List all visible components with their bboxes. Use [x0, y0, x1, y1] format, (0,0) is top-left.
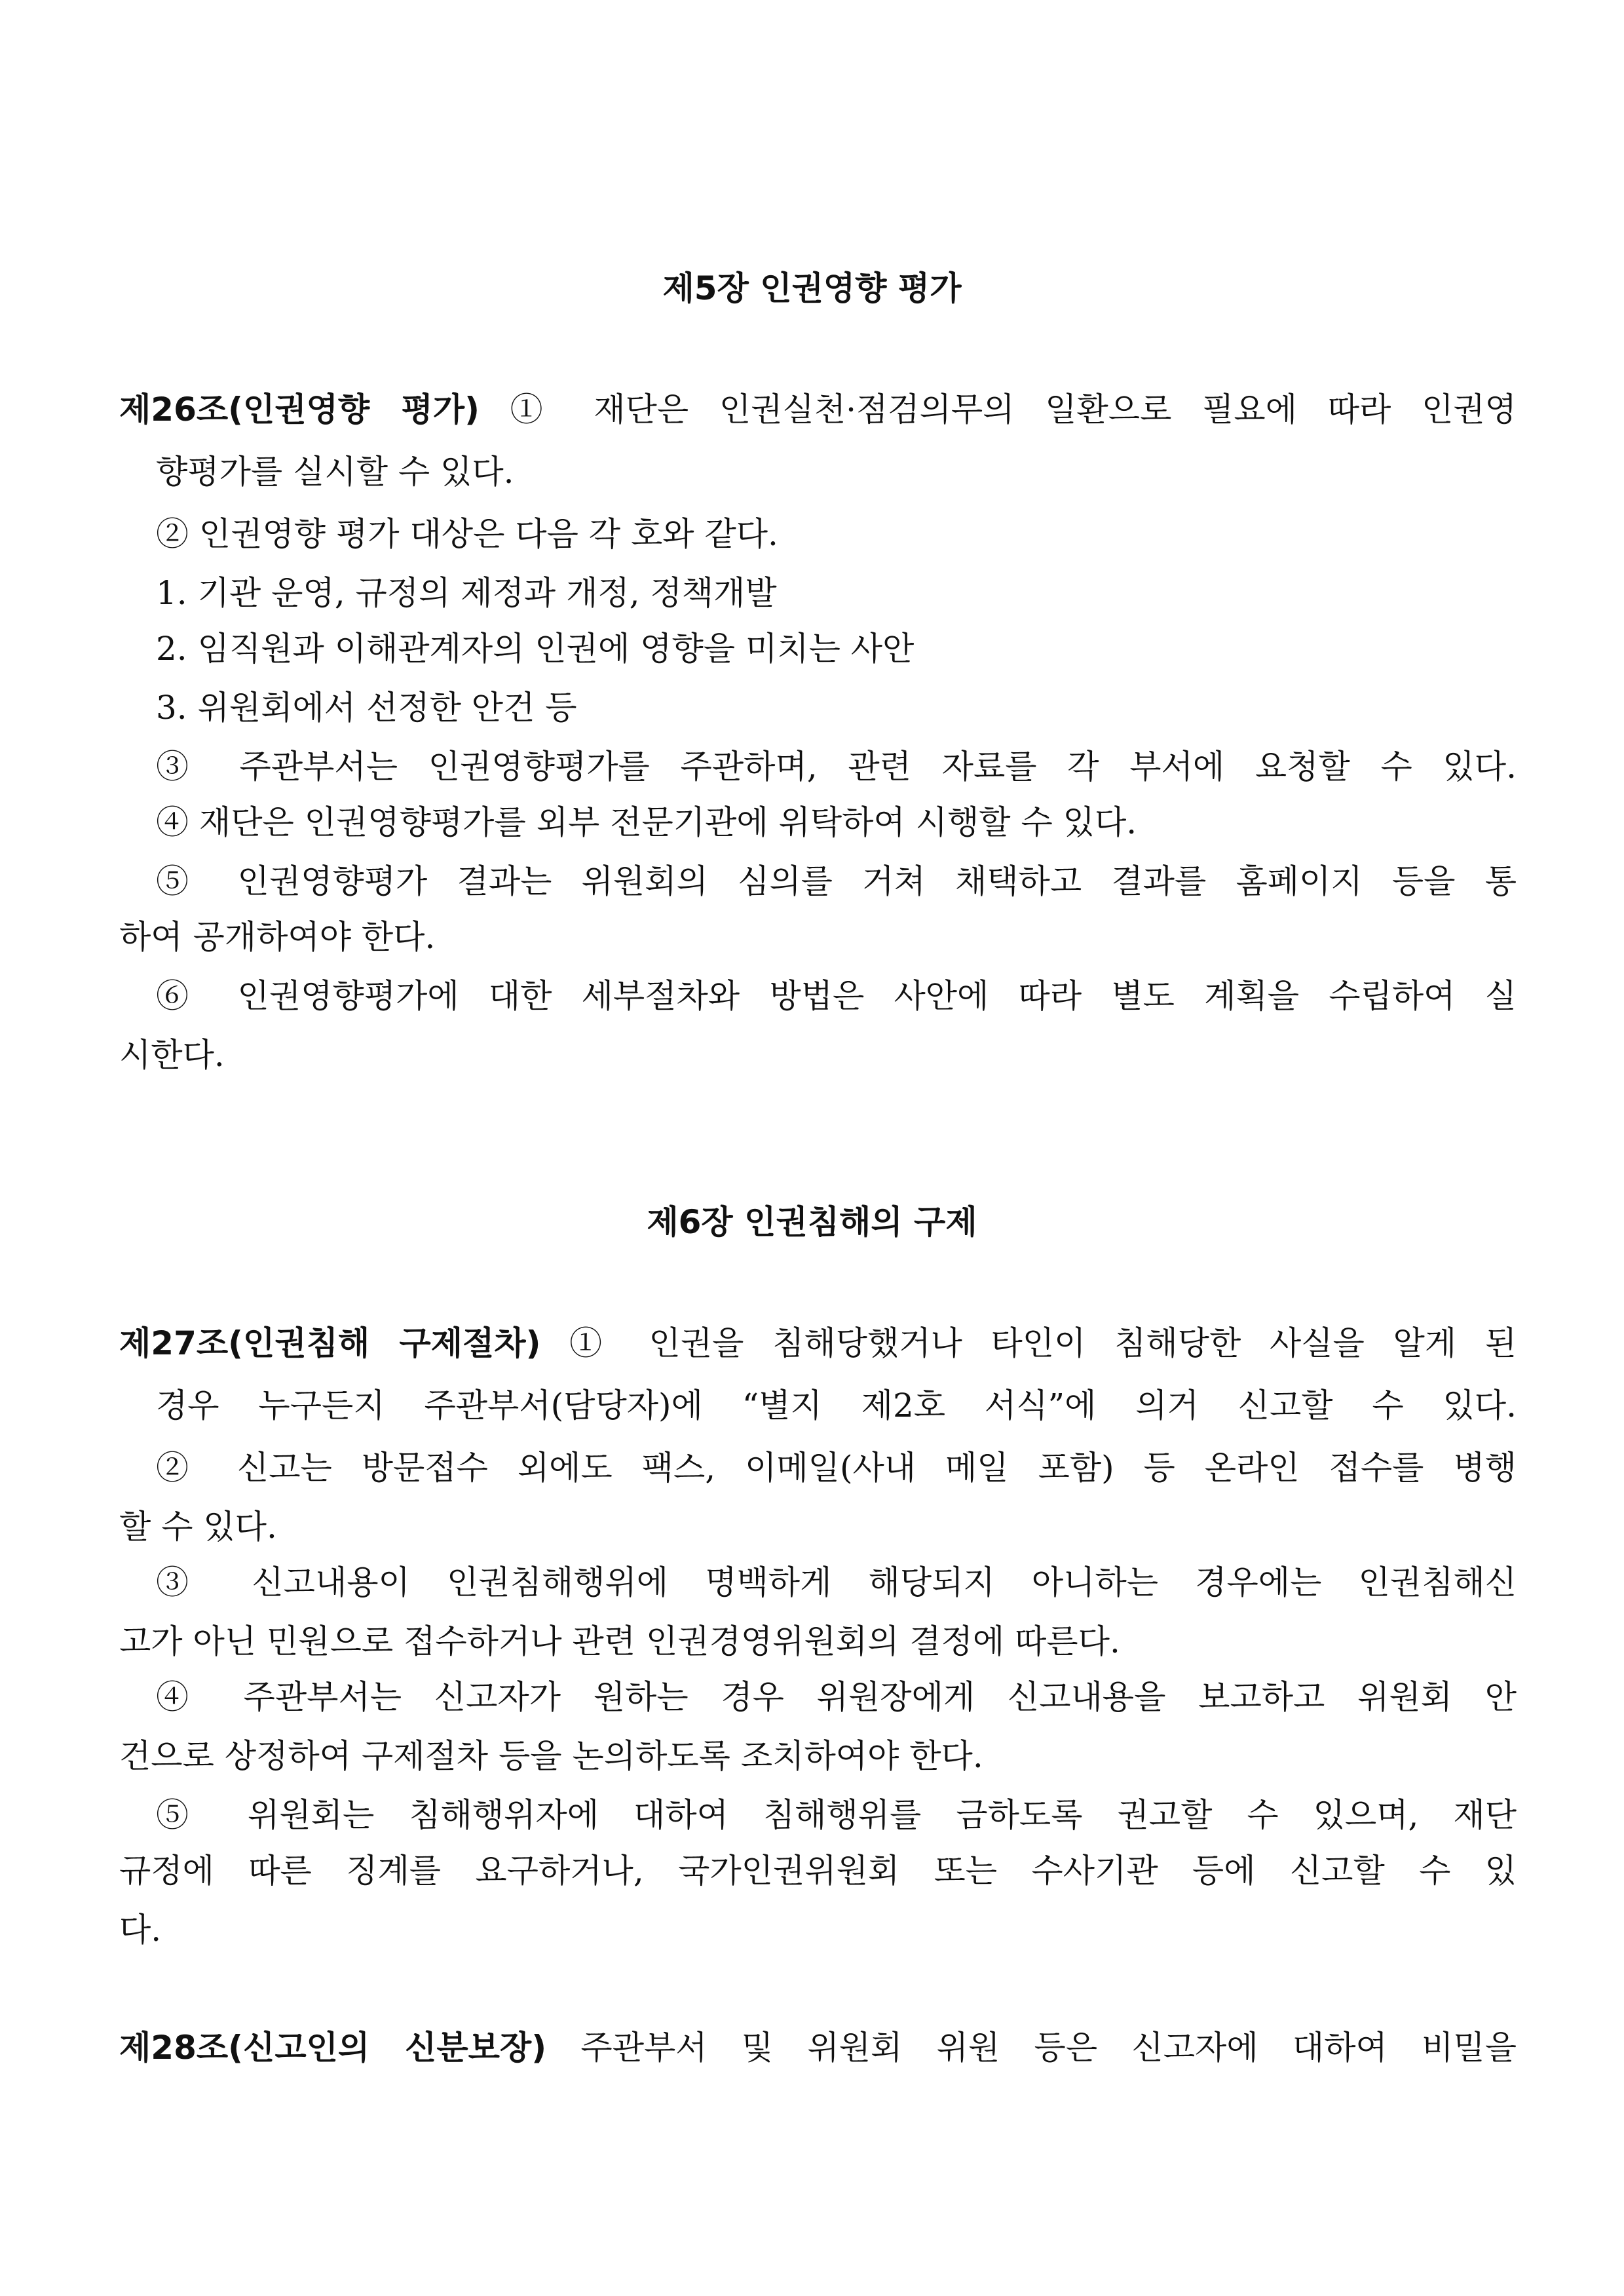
- article-26-clause-6-line-1: ⑥ 인권영향평가에 대한 세부절차와 방법은 사안에 따라 별도 계획을 수립하여 실: [156, 977, 1517, 1015]
- article-27-line-2: 경우 누구든지 주관부서(담당자)에 “별지 제2호 서식”에 의거 신고할 수 있다.: [156, 1387, 1517, 1425]
- article-28-title: 제28조(신고인의 신분보장): [119, 2029, 547, 2067]
- article-28-text: 주관부서 및 위원회 위원 등은 신고자에 대하여 비밀을: [580, 2029, 1517, 2067]
- article-27-clause-3-line-1: ③ 신고내용이 인권침해행위에 명백하게 해당되지 아니하는 경우에는 인권침해신: [156, 1563, 1517, 1601]
- article-26-line-2: 향평가를 실시할 수 있다.: [156, 453, 514, 491]
- article-27-clause-5-line-3: 다.: [119, 1911, 162, 1949]
- article-26-title: 제26조(인권영향 평가): [119, 391, 480, 429]
- article-27-clause-2-line-2: 할 수 있다.: [119, 1508, 277, 1546]
- article-26-clause-4: ④ 재단은 인권영향평가를 외부 전문기관에 위탁하여 시행할 수 있다.: [156, 803, 1137, 841]
- article-27-clause-1-text: ① 인권을 침해당했거나 타인이 침해당한 사실을 알게 된: [569, 1324, 1517, 1362]
- article-28-line-1: [119, 2028, 1517, 2067]
- article-26-item-2: 2. 임직원과 이해관계자의 인권에 영향을 미치는 사안: [156, 630, 915, 668]
- article-27-clause-5-line-2: 규정에 따른 징계를 요구하거나, 국가인권위원회 또는 수사기관 등에 신고할 수 있: [119, 1852, 1517, 1890]
- chapter-5-heading: 제5장 인권영향 평가: [662, 269, 962, 307]
- article-27-clause-4-line-1: ④ 주관부서는 신고자가 원하는 경우 위원장에게 신고내용을 보고하고 위원회 안: [156, 1678, 1517, 1716]
- article-27-clause-4-line-2: 건으로 상정하여 구제절차 등을 논의하도록 조치하여야 한다.: [119, 1737, 983, 1775]
- article-27-clause-5-line-1: ⑤ 위원회는 침해행위자에 대하여 침해행위를 금하도록 권고할 수 있으며, 재단: [156, 1796, 1517, 1834]
- article-26-clause-6-line-2: 시한다.: [119, 1036, 225, 1074]
- article-26-clause-2: ② 인권영향 평가 대상은 다음 각 호와 같다.: [156, 515, 778, 553]
- article-26-item-1: 1. 기관 운영, 규정의 제정과 개정, 정책개발: [156, 574, 777, 612]
- article-27-clause-3-line-2: 고가 아닌 민원으로 접수하거나 관련 인권경영위원회의 결정에 따른다.: [119, 1622, 1120, 1660]
- chapter-6-heading: 제6장 인권침해의 구제: [647, 1203, 977, 1241]
- article-26-clause-5-line-2: 하여 공개하여야 한다.: [119, 918, 436, 956]
- article-26-clause-3: ③ 주관부서는 인권영향평가를 주관하며, 관련 자료를 각 부서에 요청할 수 있다.: [156, 748, 1517, 786]
- article-26-clause-1-text: ① 재단은 인권실천·점검의무의 일환으로 필요에 따라 인권영: [510, 391, 1517, 429]
- article-26-line-1: [119, 390, 1517, 429]
- article-27-title: 제27조(인권침해 구제절차): [119, 1324, 541, 1362]
- article-26-clause-5-line-1: ⑤ 인권영향평가 결과는 위원회의 심의를 거쳐 채택하고 결과를 홈페이지 등을 통: [156, 862, 1517, 900]
- article-27-clause-2-line-1: ② 신고는 방문접수 외에도 팩스, 이메일(사내 메일 포함) 등 온라인 접수를 병행: [156, 1449, 1517, 1487]
- article-26-item-3: 3. 위원회에서 선정한 안건 등: [156, 689, 577, 727]
- article-27-line-1: [119, 1324, 1517, 1363]
